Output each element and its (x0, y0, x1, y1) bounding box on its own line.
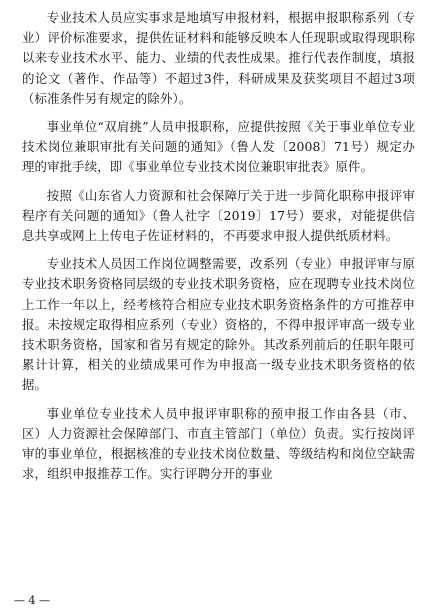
paragraph-materials: 专业技术人员应实事求是地填写申报材料，根据申报职称系列（专业）评价标准要求，提供佐证材料和能够反映本人任现职或取得现职称以来专业技术水平、能力、业绩的代表性成果。推行代表作制度，填报的论文（著作、作品等）不超过3件，科研成果及获奖项目不超过3项（标准条件另有规定的除外）。 (22, 10, 415, 106)
paragraph-change-series: 专业技术人员因工作岗位调整需要，改系列（专业）申报评审与原专业技术职务资格同层级的专业技术职务资格，应在现聘专业技术岗位上工作一年以上，经考核符合相应专业技术职务资格条件的方可推荐申报。未按规定取得相应系列（专业）资格的，不得申报评审高一级专业技术职务资格，国家和省另有规定的除外。其改系列前后的任职年限可累计计算，相关的业绩成果可作为申报高一级专业技术职务资格的依据。 (22, 256, 415, 393)
page-number: — 4 — (14, 594, 50, 607)
paragraph-simplified-procedure: 按照《山东省人力资源和社会保障厅关于进一步简化职称申报评审程序有关问题的通知》（鲁人社字〔2019〕17号）要求，对能提供信息共享或网上上传电子佐证材料的，不再要求申报人提供纸质材料。 (22, 187, 415, 244)
paragraph-dual-role: 事业单位“双肩挑”人员申报职称，应提供按照《关于事业单位专业技术岗位兼职审批有关问题的通知》（鲁人发〔2008〕71号）规定办理的审批手续，即《事业单位专业技术岗位兼职审批表》原件。 (22, 119, 415, 175)
paragraph-pre-application: 事业单位专业技术人员申报评审职称的预申报工作由各县（市、区）人力资源社会保障部门、市直主管部门（单位）负责。实行按岗评审的事业单位，根据核准的专业技术岗位数量、等级结构和岗位空缺需求，组织申报推荐工作。实行评聘分开的事业 (22, 405, 415, 482)
